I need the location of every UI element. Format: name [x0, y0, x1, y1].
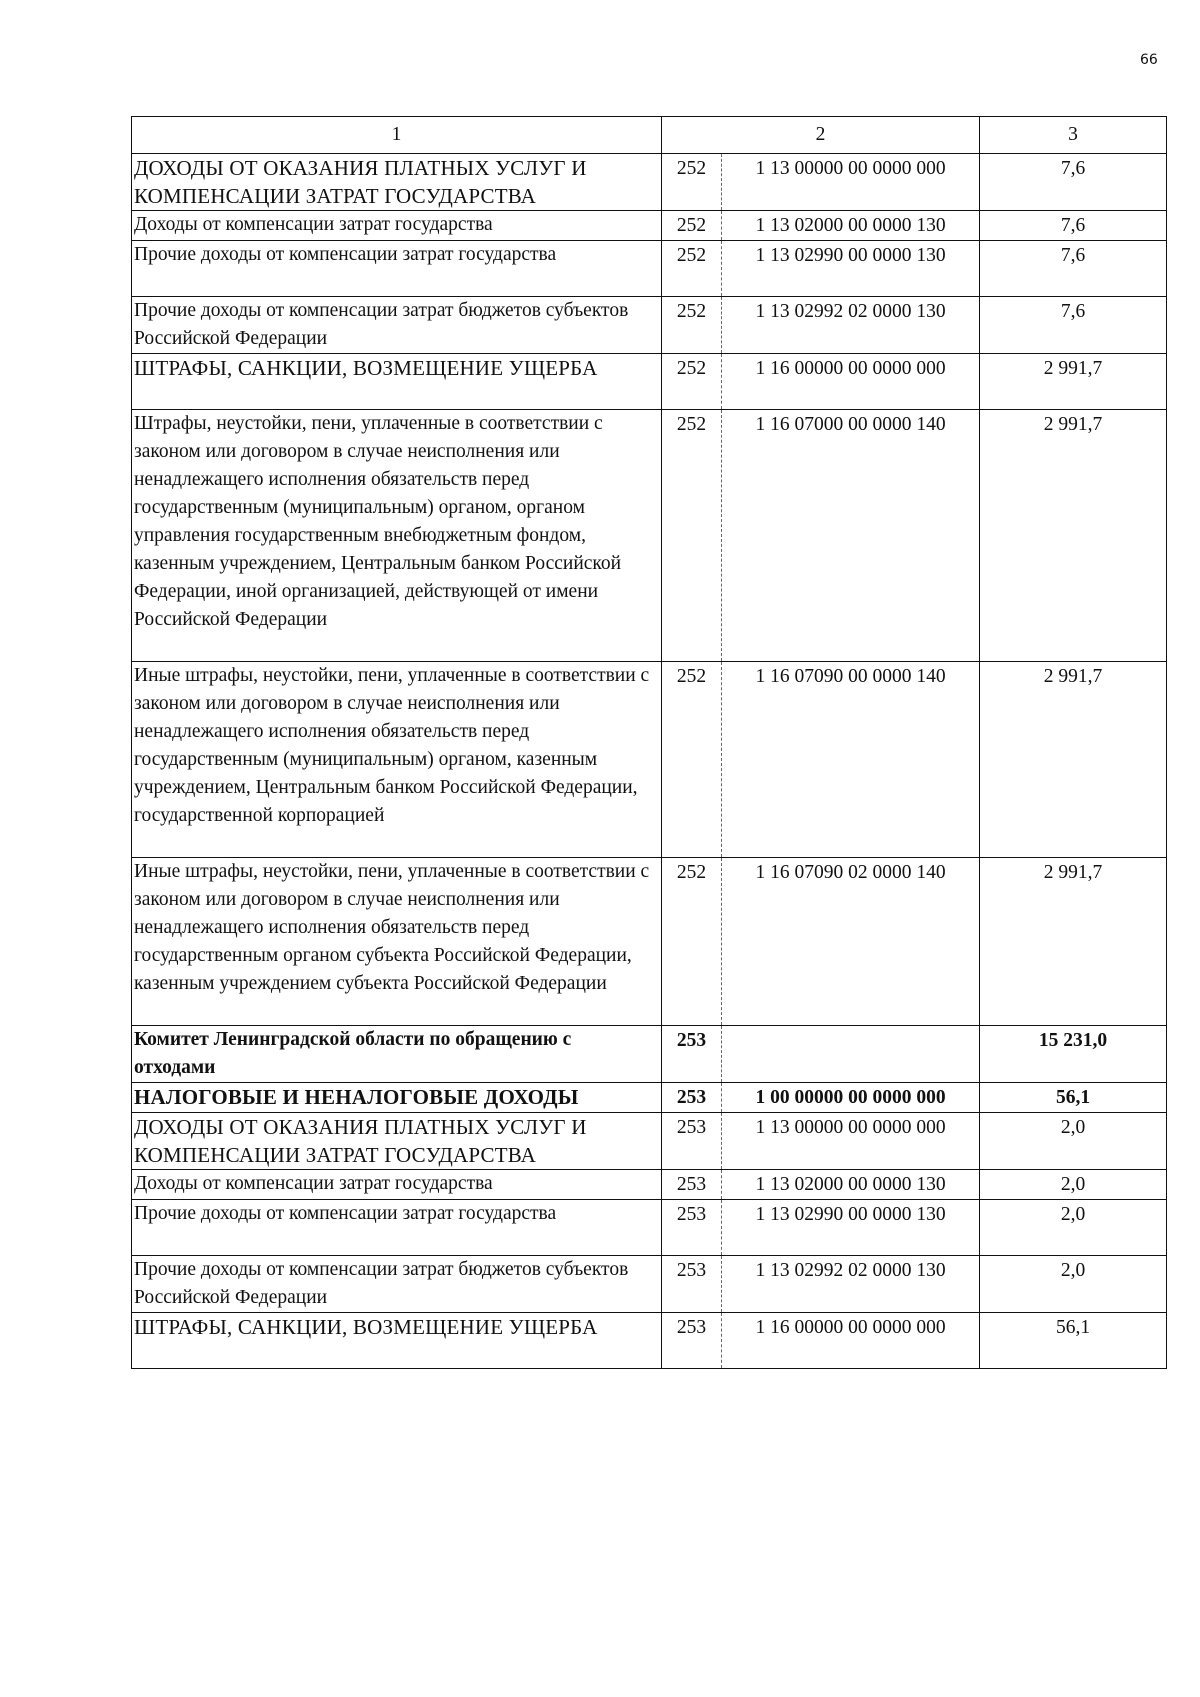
table-row [132, 1200, 1167, 1256]
cell-code: 1 16 00000 00 0000 000 [722, 1313, 980, 1369]
cell-admin: 252 [662, 662, 722, 858]
cell-sum: 56,1 [980, 1083, 1167, 1113]
table-row [132, 1083, 1167, 1113]
cell-name: НАЛОГОВЫЕ И НЕНАЛОГОВЫЕ ДОХОДЫ [132, 1083, 662, 1113]
table-row [132, 211, 1167, 241]
header-col-1: 1 [132, 117, 662, 154]
cell-code: 1 13 02000 00 0000 130 [722, 1170, 980, 1200]
table-header-row [132, 117, 1167, 154]
cell-sum: 7,6 [980, 154, 1167, 211]
cell-code: 1 00 00000 00 0000 000 [722, 1083, 980, 1113]
table-row [132, 1026, 1167, 1083]
cell-name: ДОХОДЫ ОТ ОКАЗАНИЯ ПЛАТНЫХ УСЛУГ И КОМПЕНСАЦИИ ЗАТРАТ ГОСУДАРСТВА [132, 1113, 662, 1170]
cell-admin: 252 [662, 410, 722, 662]
cell-code: 1 13 02992 02 0000 130 [722, 297, 980, 354]
cell-admin: 252 [662, 297, 722, 354]
cell-code: 1 13 02000 00 0000 130 [722, 211, 980, 241]
cell-code: 1 13 02992 02 0000 130 [722, 1256, 980, 1313]
cell-admin: 252 [662, 154, 722, 211]
table-body [132, 154, 1167, 1369]
cell-name: Прочие доходы от компенсации затрат государства [132, 1200, 662, 1256]
cell-admin: 252 [662, 211, 722, 241]
cell-name: ШТРАФЫ, САНКЦИИ, ВОЗМЕЩЕНИЕ УЩЕРБА [132, 1313, 662, 1369]
table-row [132, 1170, 1167, 1200]
revenue-table [131, 116, 1167, 1369]
page-number: 66 [1140, 52, 1158, 68]
table-row [132, 858, 1167, 1026]
cell-sum: 2,0 [980, 1170, 1167, 1200]
cell-name: Прочие доходы от компенсации затрат бюджетов субъектов Российской Федерации [132, 297, 662, 354]
cell-sum: 2,0 [980, 1256, 1167, 1313]
cell-admin: 253 [662, 1170, 722, 1200]
cell-sum: 7,6 [980, 241, 1167, 297]
cell-admin: 253 [662, 1200, 722, 1256]
cell-admin: 253 [662, 1313, 722, 1369]
table-row [132, 410, 1167, 662]
cell-code: 1 16 00000 00 0000 000 [722, 354, 980, 410]
cell-name: Прочие доходы от компенсации затрат государства [132, 241, 662, 297]
cell-name: Доходы от компенсации затрат государства [132, 211, 662, 241]
cell-sum: 56,1 [980, 1313, 1167, 1369]
cell-admin: 253 [662, 1113, 722, 1170]
table-row [132, 154, 1167, 211]
cell-code: 1 13 00000 00 0000 000 [722, 154, 980, 211]
cell-sum: 2 991,7 [980, 354, 1167, 410]
table-row [132, 662, 1167, 858]
table-row [132, 354, 1167, 410]
cell-name: Прочие доходы от компенсации затрат бюджетов субъектов Российской Федерации [132, 1256, 662, 1313]
cell-admin: 253 [662, 1256, 722, 1313]
table-row [132, 241, 1167, 297]
cell-code [722, 1026, 980, 1083]
cell-code: 1 16 07090 02 0000 140 [722, 858, 980, 1026]
cell-code: 1 16 07090 00 0000 140 [722, 662, 980, 858]
cell-sum: 2 991,7 [980, 858, 1167, 1026]
cell-name: Иные штрафы, неустойки, пени, уплаченные в соответствии с законом или договором в случае неисполнения или ненадлежащего исполнения обязательств перед государственным (муниципальным) органом, казенным учреждением, Центральным банком Российской Федерации, государственной корпорацией [132, 662, 662, 858]
cell-name: ШТРАФЫ, САНКЦИИ, ВОЗМЕЩЕНИЕ УЩЕРБА [132, 354, 662, 410]
cell-sum: 7,6 [980, 211, 1167, 241]
table-row [132, 1256, 1167, 1313]
header-col-2: 2 [662, 117, 980, 154]
cell-sum: 7,6 [980, 297, 1167, 354]
cell-admin: 252 [662, 354, 722, 410]
cell-admin: 252 [662, 241, 722, 297]
cell-code: 1 13 02990 00 0000 130 [722, 1200, 980, 1256]
cell-sum: 2 991,7 [980, 410, 1167, 662]
table-row [132, 297, 1167, 354]
cell-sum: 2,0 [980, 1200, 1167, 1256]
cell-name: Доходы от компенсации затрат государства [132, 1170, 662, 1200]
header-col-3: 3 [980, 117, 1167, 154]
cell-code: 1 13 00000 00 0000 000 [722, 1113, 980, 1170]
cell-code: 1 13 02990 00 0000 130 [722, 241, 980, 297]
table-row [132, 1113, 1167, 1170]
cell-admin: 252 [662, 858, 722, 1026]
cell-name: Иные штрафы, неустойки, пени, уплаченные в соответствии с законом или договором в случае неисполнения или ненадлежащего исполнения обязательств перед государственным органом субъекта Российской Федерации, казенным учреждением субъекта Российской Федерации [132, 858, 662, 1026]
cell-sum: 15 231,0 [980, 1026, 1167, 1083]
cell-sum: 2 991,7 [980, 662, 1167, 858]
cell-admin: 253 [662, 1083, 722, 1113]
cell-name: Штрафы, неустойки, пени, уплаченные в соответствии с законом или договором в случае неисполнения или ненадлежащего исполнения обязательств перед государственным (муниципальным) органом, органом управления государственным внебюджетным фондом, казенным учреждением, Центральным банком Российской Федерации, иной организацией, действующей от имени Российской Федерации [132, 410, 662, 662]
cell-name: ДОХОДЫ ОТ ОКАЗАНИЯ ПЛАТНЫХ УСЛУГ И КОМПЕНСАЦИИ ЗАТРАТ ГОСУДАРСТВА [132, 154, 662, 211]
table-row [132, 1313, 1167, 1369]
cell-name: Комитет Ленинградской области по обращению с отходами [132, 1026, 662, 1083]
cell-admin: 253 [662, 1026, 722, 1083]
cell-sum: 2,0 [980, 1113, 1167, 1170]
cell-code: 1 16 07000 00 0000 140 [722, 410, 980, 662]
